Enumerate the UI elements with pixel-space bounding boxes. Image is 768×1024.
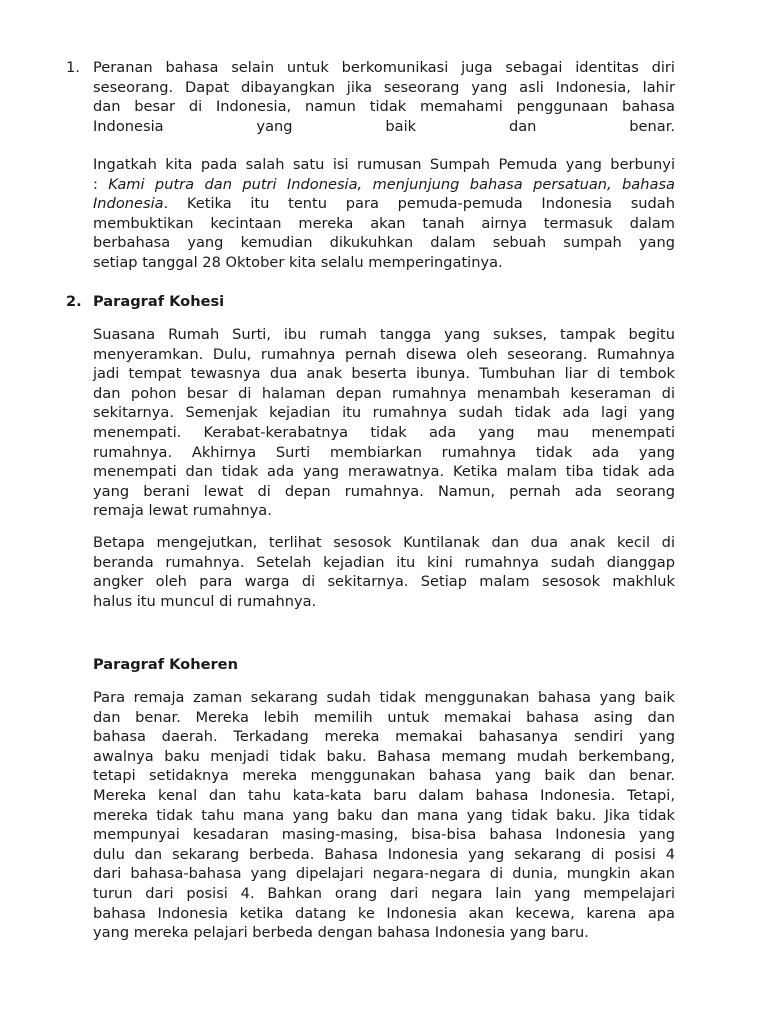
list-number-2: 2. bbox=[66, 293, 82, 310]
text-line: rumahnya. Akhirnya Surti membiarkan rumahnya tidak ada yang bbox=[93, 443, 675, 461]
text-line: menyeramkan. Dulu, rumahnya pernah disewa oleh seseorang. Rumahnya bbox=[93, 345, 675, 363]
text-line: dan pohon besar di halaman depan rumahnya menambah keseraman di bbox=[93, 384, 675, 402]
item1-paragraph-2 bbox=[93, 155, 675, 273]
section-heading: Paragraf Kohesi bbox=[93, 293, 225, 310]
text-line: setiap tanggal 28 Oktober kita selalu memperingatinya. bbox=[93, 253, 503, 271]
item1-paragraph-1 bbox=[93, 58, 675, 136]
list-number-1: 1. bbox=[66, 59, 80, 76]
text-line: menempati dan tidak ada yang merawatnya. Ketika malam tiba tidak ada bbox=[93, 463, 675, 481]
text-line: dan benar. Mereka lebih memilih untuk memakai bahasa asing dan bbox=[93, 708, 675, 726]
text-line: mereka tidak tahu mana yang baku dan mana yang tidak baku. Jika tidak bbox=[93, 806, 675, 824]
text-line: turun dari posisi 4. Bahkan orang dari negara lain yang mempelajari bbox=[93, 884, 675, 902]
text-line: seseorang. Dapat dibayangkan jika seseorang yang asli Indonesia, lahir bbox=[93, 78, 675, 96]
text-line: halus itu muncul di rumahnya. bbox=[93, 592, 317, 610]
text-line: dari bahasa-bahasa yang dipelajari negara-negara di dunia, mungkin akan bbox=[93, 865, 675, 883]
text-line: berbahasa yang kemudian dikukuhkan dalam sebuah sumpah yang bbox=[93, 234, 675, 252]
item2-paragraph-1 bbox=[93, 325, 675, 521]
text-line: bahasa Indonesia ketika datang ke Indonesia akan kecewa, karena apa bbox=[93, 904, 675, 922]
text-rest: . Ketika itu tentu para pemuda-pemuda Indonesia sudah bbox=[163, 195, 675, 213]
text-line: awalnya baku menjadi tidak baku. Bahasa memang mudah berkembang, bbox=[93, 747, 675, 765]
text-line: dulu dan sekarang berbeda. Bahasa Indonesia yang sekarang di posisi 4 bbox=[93, 845, 675, 863]
text-line: Mereka kenal dan tahu kata-kata baru dalam bahasa Indonesia. Tetapi, bbox=[93, 786, 675, 804]
text-line: yang berani lewat di depan rumahnya. Namun, pernah ada seorang bbox=[93, 482, 675, 500]
text-line: Betapa mengejutkan, terlihat sesosok Kuntilanak dan dua anak kecil di bbox=[93, 534, 675, 551]
text-line: beranda rumahnya. Setelah kejadian itu kini rumahnya sudah dianggap bbox=[93, 553, 675, 571]
item3-heading-block bbox=[93, 655, 675, 675]
text-line: yang mereka pelajari berbeda dengan bahasa Indonesia yang baru. bbox=[93, 924, 589, 942]
text-line bbox=[93, 175, 675, 195]
text-line bbox=[93, 194, 675, 214]
text-line: membuktikan kecintaan mereka akan tanah airnya termasuk dalam bbox=[93, 214, 675, 232]
text-line: Suasana Rumah Surti, ibu rumah tangga yang sukses, tampak begitu bbox=[93, 326, 675, 343]
text-line: remaja lewat rumahnya. bbox=[93, 502, 272, 520]
text-line: Indonesia yang baik dan benar. bbox=[93, 117, 675, 135]
text-line: mempunyai kesadaran masing-masing, bisa-bisa bahasa Indonesia yang bbox=[93, 826, 675, 844]
text-line: sekitarnya. Semenjak kejadian itu rumahnya sudah tidak ada lagi yang bbox=[93, 404, 675, 422]
text-line: Peranan bahasa selain untuk berkomunikasi juga sebagai identitas diri bbox=[93, 59, 675, 76]
text-line: bahasa daerah. Terkadang mereka memakai bahasanya sendiri yang bbox=[93, 728, 675, 746]
item2-heading-block bbox=[93, 292, 675, 312]
italic-quote-end: Indonesia bbox=[93, 195, 164, 213]
text-line: jadi tempat tewasnya dua anak beserta ibunya. Tumbuhan liar di tembok bbox=[93, 365, 675, 383]
text-line: tetapi setidaknya mereka menggunakan bahasa yang baik dan benar. bbox=[93, 767, 675, 785]
text-line: Ingatkah kita pada salah satu isi rumusan Sumpah Pemuda yang berbunyi bbox=[93, 156, 675, 173]
section-heading: Paragraf Koheren bbox=[93, 656, 238, 673]
item2-paragraph-2 bbox=[93, 533, 675, 611]
text-line: Para remaja zaman sekarang sudah tidak menggunakan bahasa yang baik bbox=[93, 689, 675, 706]
text-line: dan besar di Indonesia, namun tidak memahami penggunaan bahasa bbox=[93, 98, 675, 116]
italic-quote: Kami putra dan putri Indonesia, menjunjung bahasa persatuan, bahasa bbox=[108, 175, 675, 193]
item3-paragraph-1 bbox=[93, 688, 675, 943]
text-line: menempati. Kerabat-kerabatnya tidak ada yang mau menempati bbox=[93, 423, 675, 441]
text-line: angker oleh para warga di sekitarnya. Setiap malam sesosok makhluk bbox=[93, 573, 675, 591]
text-prefix: : bbox=[93, 175, 109, 193]
